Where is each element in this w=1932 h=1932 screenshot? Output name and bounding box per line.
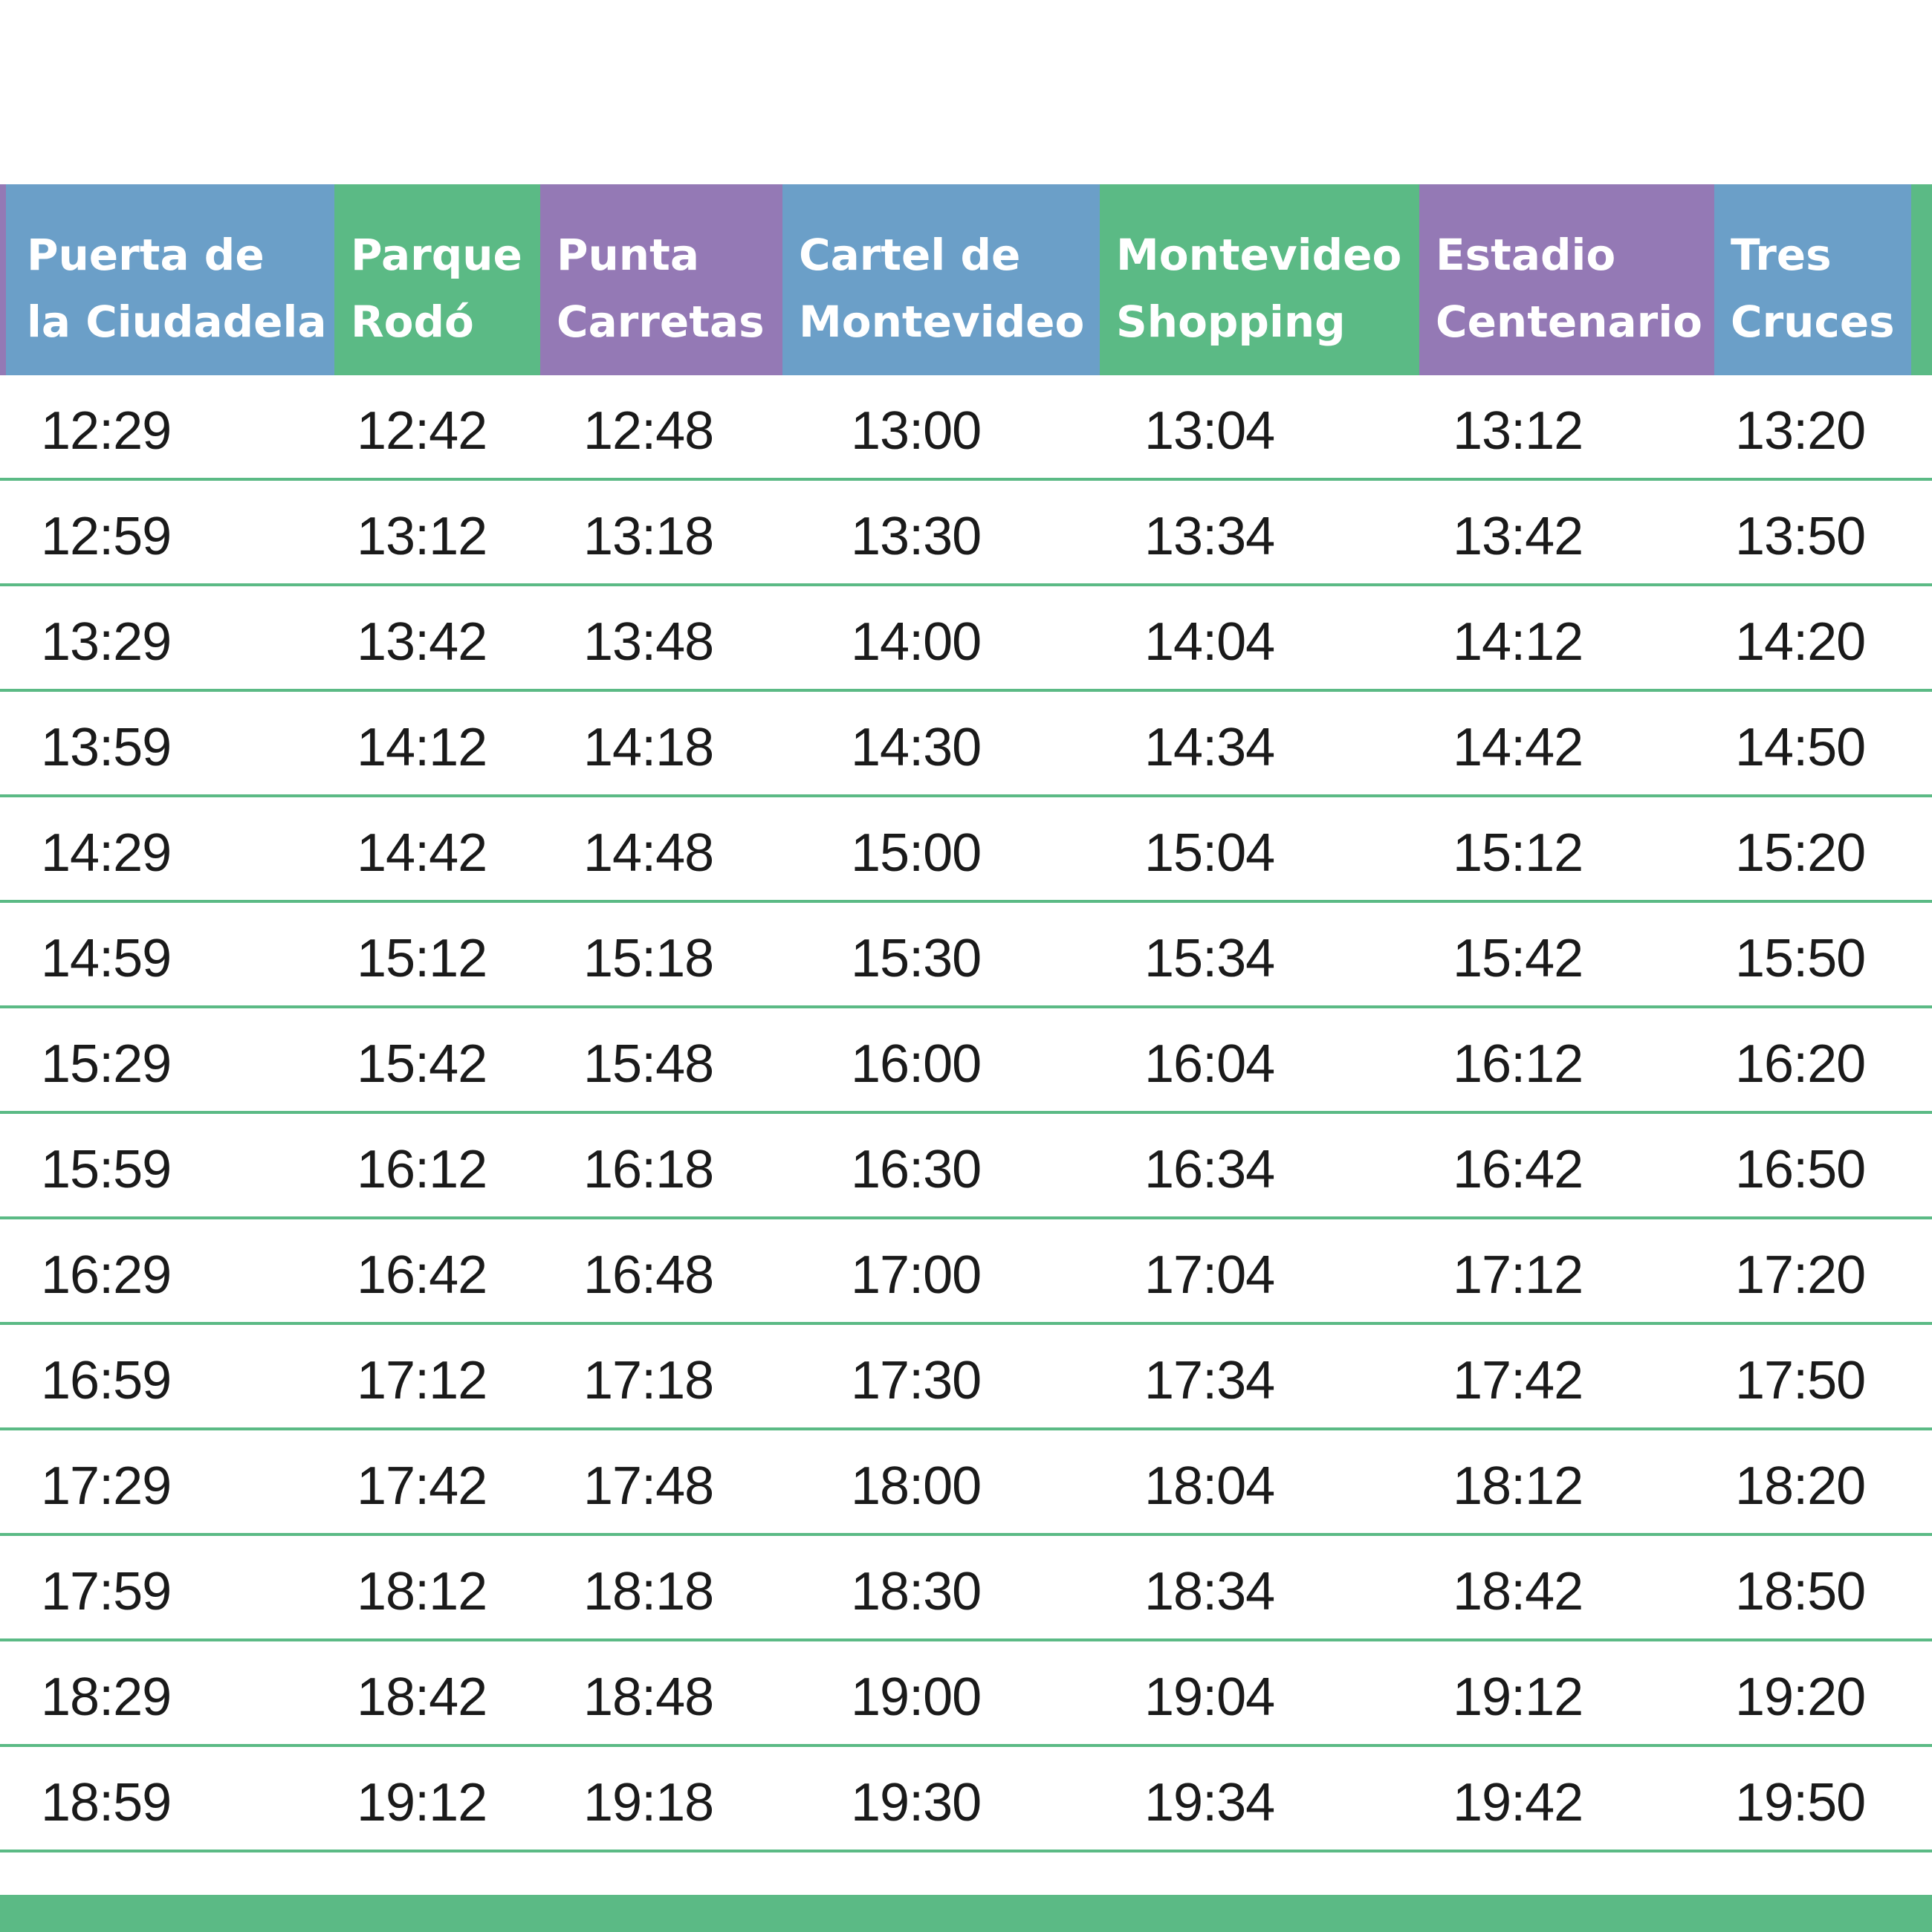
time-cell: 17:48 [583, 1456, 714, 1516]
time-cell: 16:59 [41, 1351, 172, 1410]
footer-bar [0, 1895, 1932, 1932]
time-cell: 18:50 [1735, 1562, 1866, 1621]
header-line-2: Carretas [557, 296, 765, 347]
header-line-2: Shopping [1116, 296, 1346, 347]
time-cell: 13:29 [41, 612, 172, 672]
time-cell: 14:04 [1144, 612, 1275, 672]
time-cell: 13:12 [357, 507, 487, 566]
time-cell: 16:20 [1735, 1034, 1866, 1094]
time-cell: 18:00 [851, 1456, 982, 1516]
time-cell: 12:29 [41, 401, 172, 461]
table-row [0, 1114, 1932, 1219]
time-cell: 16:34 [1144, 1140, 1275, 1199]
time-cell: 13:04 [1144, 401, 1275, 461]
time-cell: 15:50 [1735, 929, 1866, 988]
table-row [0, 1641, 1932, 1747]
time-cell: 15:34 [1144, 929, 1275, 988]
time-cell: 13:42 [357, 612, 487, 672]
time-cell: 19:42 [1453, 1773, 1583, 1832]
time-cell: 14:20 [1735, 612, 1866, 672]
time-cell: 14:48 [583, 823, 714, 883]
table-row [0, 1430, 1932, 1536]
time-cell: 18:04 [1144, 1456, 1275, 1516]
time-cell: 15:42 [357, 1034, 487, 1094]
time-cell: 19:18 [583, 1773, 714, 1832]
time-cell: 12:48 [583, 401, 714, 461]
time-cell: 18:12 [357, 1562, 487, 1621]
time-cell: 18:59 [41, 1773, 172, 1832]
time-cell: 13:48 [583, 612, 714, 672]
time-cell: 15:12 [357, 929, 487, 988]
time-cell: 14:12 [357, 718, 487, 777]
time-cell: 17:04 [1144, 1245, 1275, 1305]
time-cell: 13:00 [851, 401, 982, 461]
table-row [0, 1008, 1932, 1114]
header-line-1: Estadio [1436, 230, 1616, 280]
header-line-1: Tres [1731, 230, 1832, 280]
header-line-1: Parque [351, 230, 522, 280]
time-cell: 16:00 [851, 1034, 982, 1094]
time-cell: 15:00 [851, 823, 982, 883]
time-cell: 18:30 [851, 1562, 982, 1621]
time-cell: 19:00 [851, 1667, 982, 1727]
header-line-2: Centenario [1436, 296, 1703, 347]
time-cell: 14:59 [41, 929, 172, 988]
time-cell: 14:34 [1144, 718, 1275, 777]
table-row [0, 375, 1932, 481]
time-cell: 17:30 [851, 1351, 982, 1410]
time-cell: 15:29 [41, 1034, 172, 1094]
time-cell: 14:50 [1735, 718, 1866, 777]
time-cell: 16:12 [1453, 1034, 1583, 1094]
time-cell: 16:50 [1735, 1140, 1866, 1199]
time-cell: 19:20 [1735, 1667, 1866, 1727]
time-cell: 13:59 [41, 718, 172, 777]
header-cell-5 [1419, 184, 1714, 375]
time-cell: 16:42 [357, 1245, 487, 1305]
table-row [0, 903, 1932, 1008]
table-row [0, 797, 1932, 903]
time-cell: 15:48 [583, 1034, 714, 1094]
time-cell: 17:00 [851, 1245, 982, 1305]
time-cell: 18:48 [583, 1667, 714, 1727]
time-cell: 18:29 [41, 1667, 172, 1727]
table-row [0, 1325, 1932, 1430]
time-cell: 17:29 [41, 1456, 172, 1516]
time-cell: 17:42 [357, 1456, 487, 1516]
time-cell: 15:42 [1453, 929, 1583, 988]
time-cell: 15:04 [1144, 823, 1275, 883]
time-cell: 19:12 [1453, 1667, 1583, 1727]
time-cell: 13:12 [1453, 401, 1583, 461]
time-cell: 16:12 [357, 1140, 487, 1199]
header-left-edge [0, 184, 6, 375]
time-cell: 13:34 [1144, 507, 1275, 566]
header-line-1: Puerta de [27, 230, 265, 280]
time-cell: 19:34 [1144, 1773, 1275, 1832]
time-cell: 19:30 [851, 1773, 982, 1832]
time-cell: 13:30 [851, 507, 982, 566]
time-cell: 19:12 [357, 1773, 487, 1832]
time-cell: 16:48 [583, 1245, 714, 1305]
time-cell: 12:59 [41, 507, 172, 566]
time-cell: 17:59 [41, 1562, 172, 1621]
time-cell: 18:42 [1453, 1562, 1583, 1621]
time-cell: 14:30 [851, 718, 982, 777]
header-cell-4 [1100, 184, 1419, 375]
time-cell: 18:18 [583, 1562, 714, 1621]
time-cell: 17:34 [1144, 1351, 1275, 1410]
table-row [0, 586, 1932, 692]
time-cell: 17:20 [1735, 1245, 1866, 1305]
time-cell: 18:20 [1735, 1456, 1866, 1516]
time-cell: 14:29 [41, 823, 172, 883]
header-cell-6 [1714, 184, 1911, 375]
table-row [0, 1747, 1932, 1852]
header-line-2: Cruces [1731, 296, 1895, 347]
time-cell: 17:12 [357, 1351, 487, 1410]
header-line-2: Rodó [351, 296, 474, 347]
time-cell: 16:30 [851, 1140, 982, 1199]
time-cell: 15:20 [1735, 823, 1866, 883]
time-cell: 18:42 [357, 1667, 487, 1727]
time-cell: 15:30 [851, 929, 982, 988]
table-row [0, 692, 1932, 797]
time-cell: 13:42 [1453, 507, 1583, 566]
time-cell: 18:34 [1144, 1562, 1275, 1621]
time-cell: 15:18 [583, 929, 714, 988]
time-cell: 13:18 [583, 507, 714, 566]
header-line-1: Punta [557, 230, 699, 280]
time-cell: 13:50 [1735, 507, 1866, 566]
time-cell: 13:20 [1735, 401, 1866, 461]
time-cell: 17:50 [1735, 1351, 1866, 1410]
time-cell: 16:04 [1144, 1034, 1275, 1094]
header-line-1: Cartel de [799, 230, 1021, 280]
time-cell: 12:42 [357, 401, 487, 461]
time-cell: 15:12 [1453, 823, 1583, 883]
time-cell: 19:04 [1144, 1667, 1275, 1727]
time-cell: 14:18 [583, 718, 714, 777]
table-row [0, 481, 1932, 586]
time-cell: 17:12 [1453, 1245, 1583, 1305]
time-cell: 14:42 [357, 823, 487, 883]
table-row [0, 1219, 1932, 1325]
time-cell: 16:29 [41, 1245, 172, 1305]
header-line-2: Montevideo [799, 296, 1085, 347]
time-cell: 15:59 [41, 1140, 172, 1199]
time-cell: 18:12 [1453, 1456, 1583, 1516]
header-cell-7 [1911, 184, 1932, 375]
time-cell: 16:42 [1453, 1140, 1583, 1199]
header-cell-2 [540, 184, 782, 375]
timetable-header [0, 184, 1932, 375]
time-cell: 16:18 [583, 1140, 714, 1199]
header-line-2: la Ciudadela [27, 296, 327, 347]
header-line-1: Montevideo [1116, 230, 1402, 280]
time-cell: 17:18 [583, 1351, 714, 1410]
header-cell-3 [782, 184, 1100, 375]
table-row [0, 1536, 1932, 1641]
time-cell: 14:42 [1453, 718, 1583, 777]
time-cell: 14:00 [851, 612, 982, 672]
header-cell-1 [334, 184, 540, 375]
time-cell: 19:50 [1735, 1773, 1866, 1832]
time-cell: 14:12 [1453, 612, 1583, 672]
time-cell: 17:42 [1453, 1351, 1583, 1410]
header-cell-0 [6, 184, 334, 375]
